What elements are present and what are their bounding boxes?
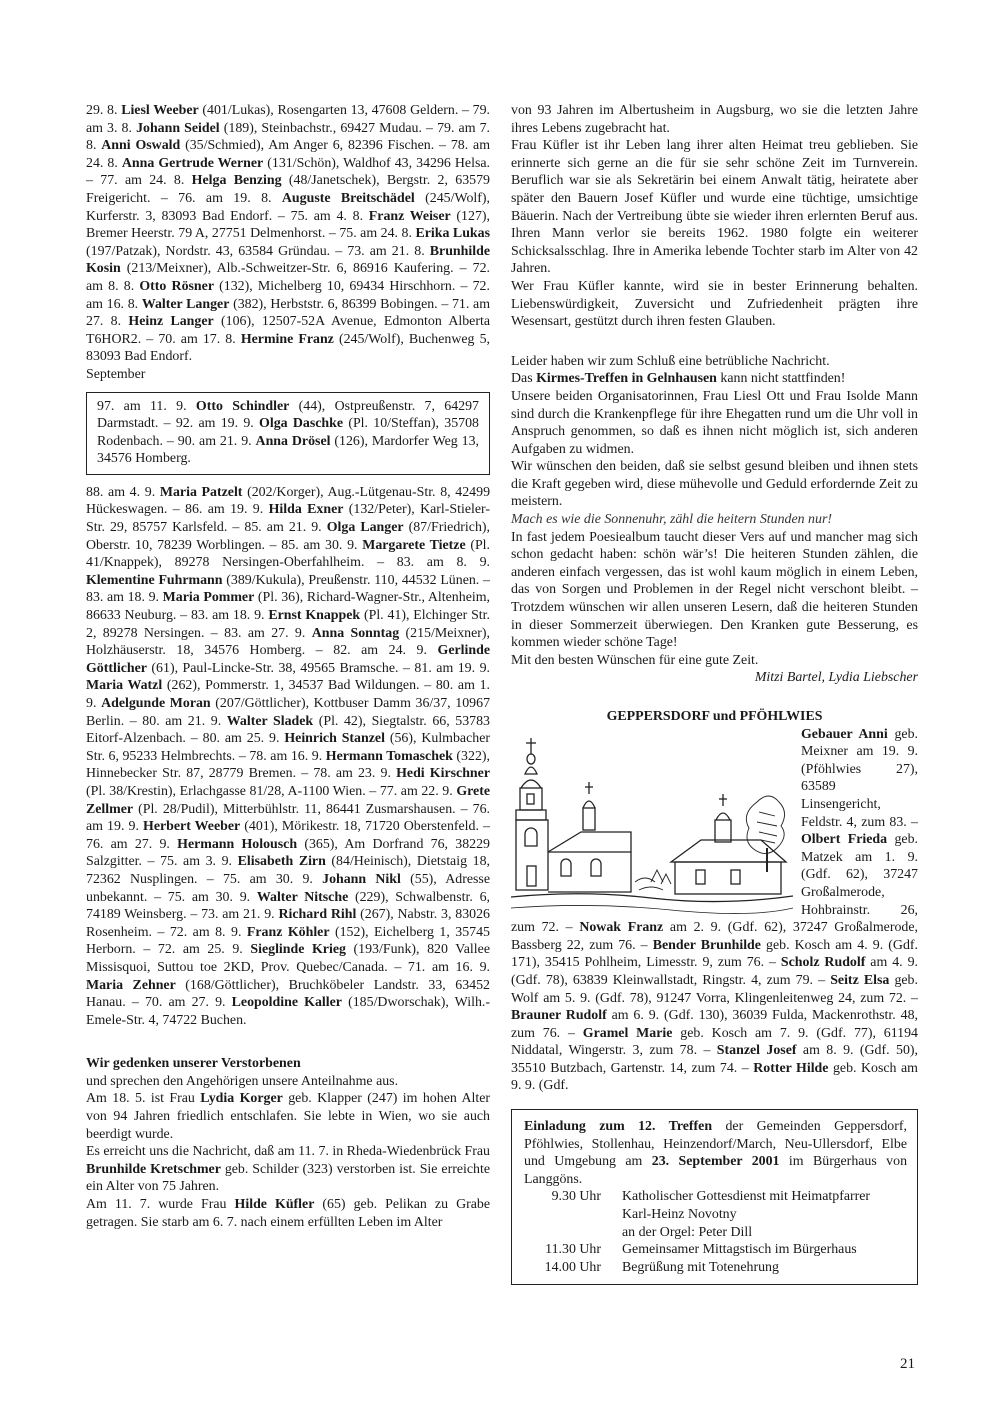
bold-name: Maria Patzelt bbox=[159, 484, 243, 500]
bold-name: Johann Nikl bbox=[322, 871, 401, 887]
bold-name: Liesl Weeber bbox=[121, 103, 199, 118]
bold-name: Erika Lukas bbox=[415, 226, 491, 242]
page-number: 21 bbox=[900, 1356, 915, 1372]
birthday-list-september: 88. am 4. 9. Maria Patzelt (202/Korger), Aug.-Lütgenau-Str. 8, 42499 Hückeswagen. – 86. am 19. 9. Hilda Exner (132/Peter), Karl-Stieler-Str. 29, 85757 Karlsfeld. – 85. am 21. 9. Olga Langer (87/Friedrich), Oberstr. 10, 78239 Worblingen. – 85. am 30. 9. Margarete Tietze (Pl. 41/Knappek), 89278 Nersingen-Oberfahlheim. – 83. am 8. 9. Klementine Fuhrmann (389/Kukula), Preußenstr. 110, 44532 Lünen. – 83. am 18. 9. Maria Pommer (Pl. 36), Richard-Wagner-Str., Altenheim, 86633 Neuburg. – 83. am 18. 9. Ernst Knappek (Pl. 41), Elchinger Str. 2, 89278 Nersingen. – 83. am 27. 9. Anna Sonntag (215/Meixner), Holzhäuserstr. 18, 34576 Homberg. – 82. am 24. 9. Gerlinde Göttlicher (61), Paul-Lincke-Str. 38, 49565 Bramsche. – 81. am 19. 9. Maria Watzl (262), Pommerstr. 1, 34537 Bad Wildungen. – 80. am 1. 9. Adelgunde Moran (207/Göttlicher), Kottbuser Damm 36/37, 10967 Berlin. – 80. am 21. 9. Walter Sladek (Pl. 42), Siegtalstr. 66, 53783 Eitorf-Alzenbach. – 80. am 25. 9. Heinrich Stanzel (56), Kulmbacher Str. 6, 95233 Helmbrechts. – 78. am 16. 9. Hermann Tomaschek (322), Hinnebecker Str. 87, 28779 Bremen. – 78. am 23. 9. Hedi Kirschner (Pl. 38/Krestin), Erlachgasse 81/28, A-1100 Wien. – 77. am 22. 9. Grete Zellmer (Pl. 28/Pudil), Mitterbühlstr. 11, 86441 Zusmarshausen. – 76. am 19. 9. Herbert Weeber (401), Mörikestr. 18, 71720 Oberstenfeld. – 76. am 27. 9. Hermann Holousch (365), Am Dorfrand 76, 38229 Salzgitter. – 75. am 3. 9. Elisabeth Zirn (84/Heinisch), Dietstaig 18, 72362 Nusplingen. – 75. am 30. 9. Johann Nikl (55), Adresse unbekannt. – 75. am 30. 9. Walter Nitsche (229), Schwalbenstr. 6, 74189 Weinsberg. – 73. am 21. 9. Richard Rihl (267), Nabstr. 3, 83026 Rosenheim. – 72. am 8. 9. Franz Köhler (152), Eichelberg 1, 35745 Herborn. – 72. am 25. 9. Sieglinde Krieg (193/Funk), 820 Vallee Missisquoi, Suttou toe 2KD, Prov. Quebec/Canada. – 71. am 16. 9. Maria Zehner (168/Göttlicher), Bruchköbeler Landstr. 33, 63452 Hanau. – 70. am 27. 9. Leopoldine Kaller (185/Dworschak), Wilh.-Emele-Str. 4, 74722 Buchen. bbox=[86, 484, 491, 1028]
bold-name: Anna Sonntag bbox=[311, 625, 400, 641]
bold-name: Walter Nitsche bbox=[256, 889, 349, 905]
schedule-row bbox=[524, 1206, 907, 1224]
bold-name: Anna Gertrude Werner bbox=[121, 155, 264, 171]
bold-name: Herbert Weeber bbox=[143, 819, 241, 835]
bold-name: Seitz Elsa bbox=[830, 972, 890, 988]
bold-name: Adelgunde Moran bbox=[101, 696, 211, 711]
bold-name: Otto Rösner bbox=[139, 278, 214, 294]
paragraph: Es erreicht uns die Nachricht, daß am 11. 7. in Rheda-Wiedenbrück Frau Brunhilde Kretschmer geb. Schilder (323) verstorben ist. Sie erreichte ein Alter von 75 Jahren. bbox=[86, 1144, 490, 1195]
bold-name: Franz Weiser bbox=[368, 208, 451, 224]
bold-name: Bender Brunhilde bbox=[652, 937, 761, 953]
signature: Mitzi Bartel, Lydia Liebscher bbox=[754, 670, 918, 686]
bold-name: Walter Sladek bbox=[226, 713, 314, 729]
bold-name: Sieglinde Krieg bbox=[250, 942, 346, 958]
village-church-drawing-icon bbox=[511, 732, 793, 917]
geppersdorf-section bbox=[511, 726, 918, 1095]
invitation-schedule bbox=[524, 1188, 907, 1276]
bold-name: Heinrich Stanzel bbox=[284, 731, 385, 747]
bold-name: Grete Zellmer bbox=[86, 783, 490, 817]
bold-name: Otto Schindler bbox=[195, 398, 290, 414]
schedule-event: Katholischer Gottesdienst mit Heimatpfarrer bbox=[622, 1189, 871, 1205]
invitation-text: Einladung zum 12. Treffen der Gemeinden Geppersdorf, Pföhlwies, Stollenhau, Heinzendorf/March, Neu-Ullersdorf, Elbe und Umgebung am 23. September 2001 im Bürgerhaus von Langgöns. bbox=[524, 1119, 908, 1187]
kirmes-notice bbox=[511, 353, 918, 511]
bold-name: Elisabeth Zirn bbox=[237, 854, 326, 870]
bold-name: Scholz Rudolf bbox=[780, 955, 866, 971]
schedule-row bbox=[524, 1259, 907, 1277]
bold-name: Lydia Korger bbox=[200, 1091, 283, 1107]
bold-name: Hermine Franz bbox=[240, 331, 334, 347]
bold-name: Brunhilde Kretschmer bbox=[86, 1161, 221, 1177]
bold-name: Helga Benzing bbox=[191, 173, 282, 189]
schedule-event: Karl-Heinz Novotny bbox=[622, 1207, 737, 1223]
bold-name: Gramel Marie bbox=[582, 1025, 673, 1041]
bold-name: 23. September 2001 bbox=[651, 1154, 780, 1170]
birthday-list-september-top: 97. am 11. 9. Otto Schindler (44), Ostpreußenstr. 7, 64297 Darmstadt. – 92. am 19. 9. Olga Daschke (Pl. 10/Steffan), 35708 Rodenbach. – 90. am 21. 9. Anna Drösel (126), Mardorfer Weg 13, 34576 Homberg. bbox=[97, 398, 479, 467]
bold-name: Klementine Fuhrmann bbox=[86, 572, 223, 588]
schedule-row bbox=[524, 1188, 907, 1206]
bold-name: Hedi Kirschner bbox=[396, 766, 490, 782]
paragraph: Wer Frau Küfler kannte, wird sie in bester Erinnerung behalten. Liebenswürdigkeit, Zuversicht und Zufriedenheit prägten ihre Wesensart, gestützt durch ihren festen Glauben. bbox=[511, 278, 918, 330]
bold-name: Leopoldine Kaller bbox=[231, 995, 342, 1011]
paragraph: Frau Küfler ist ihr Leben lang ihrer alten Heimat treu geblieben. Sie erinnerte sich gerne an die für sie sehr schöne Zeit im Turnverein. Beruflich war sie als Sekretärin bei einem Anwalt tätig, heiratete aber später den Bauern Josef Küfler und wurde eine tüchtige, umsichtige Bäuerin. Nach der Vertreibung übte sie wieder ihren erlernten Beruf aus. Ihren Mann verlor sie bereits 1962. 1980 folgte ein weiterer Schicksalsschlag. Ihre in Amerika lebende Tochter starb im Alter von 42 Jahren. bbox=[511, 138, 918, 277]
paragraph: Wir wünschen den beiden, daß sie selbst gesund bleiben und ihnen stets die Kraft gegeben wird, diese mühevolle und Geduld erfordernde Zeit zu meistern. bbox=[511, 459, 918, 510]
bold-name: Anni Oswald bbox=[101, 138, 181, 154]
geppersdorf-heading: GEPPERSDORF und PFÖHLWIES bbox=[606, 709, 823, 724]
bold-name: Olga Daschke bbox=[259, 416, 344, 432]
bold-name: Hilda Exner bbox=[268, 502, 344, 518]
paragraph: Am 18. 5. ist Frau Lydia Korger geb. Klapper (247) im hohen Alter von 94 Jahren friedlich entschlafen. Sie lebte in Wien, wo sie auch beerdigt wurde. bbox=[86, 1091, 490, 1142]
schedule-row bbox=[524, 1224, 907, 1242]
schedule-time: 14.00 Uhr bbox=[544, 1259, 601, 1275]
paragraph: Am 11. 7. wurde Frau Hilde Küfler (65) geb. Pelikan zu Grabe getragen. Sie starb am 6. 7. nach einem erfüllten Leben im Alter bbox=[86, 1197, 490, 1230]
bold-name: Heinz Langer bbox=[128, 314, 214, 330]
bold-name: Ernst Knappek bbox=[268, 608, 361, 624]
bold-name: Einladung zum 12. Treffen bbox=[524, 1119, 713, 1135]
schedule-row bbox=[524, 1241, 907, 1259]
obituary-continued bbox=[511, 102, 918, 331]
left-column bbox=[86, 102, 490, 1231]
bold-name: Nowak Franz bbox=[579, 920, 664, 936]
bold-name: Richard Rihl bbox=[278, 907, 357, 923]
schedule-time bbox=[524, 1224, 622, 1242]
bold-name: Anna Drösel bbox=[255, 433, 331, 449]
bold-name: Maria Pommer bbox=[162, 590, 255, 606]
bold-name: Brunhilde Kosin bbox=[86, 243, 490, 277]
bold-name: Hermann Tomaschek bbox=[325, 748, 453, 764]
bold-name: Stanzel Josef bbox=[716, 1043, 797, 1059]
bold-name: Hilde Küfler bbox=[234, 1197, 315, 1213]
right-column bbox=[511, 102, 918, 1285]
bold-name: Brauner Rudolf bbox=[511, 1008, 607, 1024]
bold-name: Gebauer Anni bbox=[801, 726, 888, 742]
bold-name: Hermann Holousch bbox=[177, 836, 298, 852]
paragraph: und sprechen den Angehörigen unsere Anteilnahme aus. bbox=[86, 1073, 399, 1089]
bold-name: Rotter Hilde bbox=[753, 1060, 829, 1076]
birthday-box-september-top bbox=[86, 392, 490, 475]
bold-name: Johann Seidel bbox=[136, 120, 220, 136]
obituary-heading: Wir gedenken unserer Verstorbenen bbox=[86, 1056, 301, 1072]
bold-name: Franz Köhler bbox=[246, 924, 330, 940]
schedule-event: an der Orgel: Peter Dill bbox=[622, 1224, 753, 1240]
invitation-box bbox=[511, 1109, 918, 1285]
paragraph: Unsere beiden Organisatorinnen, Frau Liesl Ott und Frau Isolde Mann sind durch die Krankenpflege für ihre Ehegatten rund um die Uhr voll in Anspruch genommen, so daß es ihnen nicht möglich ist, sich anderen Aufgaben zu widmen. bbox=[511, 388, 918, 457]
paragraph: Das Kirmes-Treffen in Gelnhausen kann nicht stattfinden! bbox=[511, 371, 846, 387]
bold-name: Margarete Tietze bbox=[362, 537, 466, 553]
schedule-event: Begrüßung mit Totenehrung bbox=[622, 1259, 779, 1275]
closing-text bbox=[511, 529, 918, 670]
bold-name: Kirmes-Treffen in Gelnhausen bbox=[536, 371, 717, 387]
bold-name: Maria Watzl bbox=[86, 678, 163, 694]
bold-name: Olga Langer bbox=[326, 520, 404, 536]
paragraph: In fast jedem Poesiealbum taucht dieser Vers auf und mancher mag sich schon gedacht haben: schön wär’s! Die heiteren Stunden zählen, die anderen einfach vergessen, das ist wohl kaum möglich in einem Leben, das von Sorgen und Problemen in der Regel nicht verschont bleibt. – Trotzdem wünschen wir allen unseren Lesern, daß die heiteren Stunden in dieser Sommerzeit überwiegen. Den Kranken gute Besserung, es kommen wieder schöne Tage! bbox=[511, 529, 918, 651]
birthday-list-august: 29. 8. Liesl Weeber (401/Lukas), Rosengarten 13, 47608 Geldern. – 79. am 3. 8. Johann Seidel (189), Steinbachstr., 69427 Mudau. – 79. am 7. 8. Anni Oswald (35/Schmied), Am Anger 6, 82396 Fischen. – 78. am 24. 8. Anna Gertrude Werner (131/Schön), Waldhof 43, 34296 Helsa. – 77. am 24. 8. Helga Benzing (48/Janetschek), Bergstr. 2, 63579 Freigericht. – 76. am 19. 8. Auguste Breitschädel (245/Wolf), Kurferstr. 3, 83093 Bad Endorf. – 75. am 4. 8. Franz Weiser (127), Bremer Heerstr. 79 A, 27751 Delmenhorst. – 75. am 24. 8. Erika Lukas (197/Patzak), Nordstr. 43, 63584 Gründau. – 73. am 21. 8. Brunhilde Kosin (213/Meixner), Alb.-Schweitzer-Str. 6, 86916 Kaufering. – 72. am 8. 8. Otto Rösner (132), Michelberg 10, 69434 Hirschhorn. – 72. am 16. 8. Walter Langer (382), Herbststr. 6, 86399 Bobingen. – 71. am 27. 8. Heinz Langer (106), 12507-52A Avenue, Edmonton Alberta T6HOR2. – 70. am 17. 8. Hermine Franz (245/Wolf), Buchenweg 5, 83093 Bad Endorf. bbox=[86, 103, 491, 365]
bold-name: Auguste Breitschädel bbox=[281, 190, 415, 206]
bold-name: Walter Langer bbox=[141, 296, 230, 312]
paragraph: von 93 Jahren im Albertusheim in Augsburg, wo sie die letzten Jahre ihres Lebens zugebracht hat. bbox=[511, 103, 918, 136]
sundial-quote: Mach es wie die Sonnenuhr, zähl die heitern Stunden nur! bbox=[511, 512, 832, 528]
bold-name: Olbert Frieda bbox=[801, 832, 888, 848]
bold-name: Gerlinde Göttlicher bbox=[86, 643, 490, 676]
paragraph: Leider haben wir zum Schluß eine betrübliche Nachricht. bbox=[511, 353, 830, 369]
month-heading-september: September bbox=[86, 366, 146, 382]
paragraph: Mit den besten Wünschen für eine gute Zeit. bbox=[511, 652, 759, 668]
bold-name: Maria Zehner bbox=[86, 977, 176, 993]
schedule-time: 9.30 Uhr bbox=[551, 1189, 601, 1205]
schedule-event: Gemeinsamer Mittagstisch im Bürgerhaus bbox=[622, 1242, 857, 1258]
schedule-time bbox=[524, 1206, 622, 1224]
geppersdorf-birthdays: Gebauer Anni geb. Meixner am 19. 9. (Pföhlwies 27), 63589 Linsengericht, Feldstr. 4, zum 83. – Olbert Frieda geb. Matzek am 1. 9. (Gdf. 62), 37247 Großalmerode, Hohbrainstr. 26, zum 72. – Nowak Franz am 2. 9. (Gdf. 62), 37247 Großalmerode, Bassberg 22, zum 76. – Bender Brunhilde geb. Kosch am 4. 9. (Gdf. 171), 35415 Pohlheim, Limesstr. 9, zum 76. – Scholz Rudolf am 4. 9. (Gdf. 78), 63839 Kleinwallstadt, Ringstr. 4, zum 79. – Seitz Elsa geb. Wolf am 5. 9. (Gdf. 78), 91247 Vorra, Klingenleitenweg 24, zum 72. – Brauner Rudolf am 6. 9. (Gdf. 130), 36039 Fulda, Mackenrothstr. 48, zum 76. – Gramel Marie geb. Kosch am 7. 9. (Gdf. 77), 61194 Niddatal, Wingerstr. 3, zum 78. – Stanzel Josef am 8. 9. (Gdf. 50), 35510 Butzbach, Gartenstr. 14, zum 74. – Rotter Hilde geb. Kosch am 9. 9. (Gdf. bbox=[511, 726, 919, 1094]
schedule-time: 11.30 Uhr bbox=[545, 1242, 601, 1258]
obituary-text bbox=[86, 1073, 490, 1231]
